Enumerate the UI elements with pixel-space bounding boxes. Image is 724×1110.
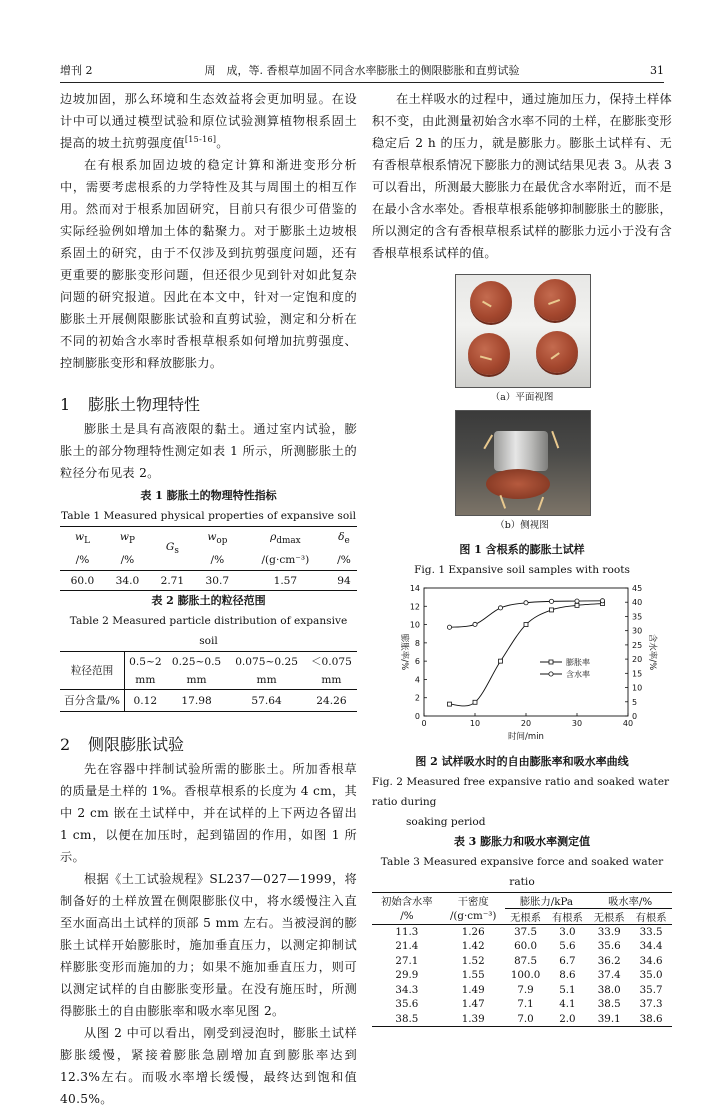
legend-label: 含水率 [566, 670, 590, 679]
x-tick-label: 30 [571, 719, 583, 728]
x-tick-label: 0 [421, 719, 427, 728]
series-line-expansion [450, 604, 603, 706]
t1-cell: 94 [337, 574, 351, 587]
t1-unit: /% [337, 554, 351, 567]
plot-frame [424, 588, 628, 716]
table-cell: 87.5 [514, 954, 538, 967]
table-cell: 36.2 [597, 954, 621, 967]
y-right-tick-label: 20 [632, 655, 643, 665]
table3-caption: 表 3 膨胀力和吸水率测定值 [453, 835, 591, 848]
subscript: e [344, 536, 350, 547]
subscript: L [84, 536, 90, 547]
t1-cell: 60.0 [70, 574, 95, 587]
section-number: 2 [60, 735, 71, 754]
y-right-tick-label: 5 [632, 697, 638, 707]
table-2 [60, 651, 357, 712]
table-cell: 38.5 [395, 1012, 419, 1025]
paragraph-text: 边坡加固，那么环境和生态效益将会更加明显。在设计中可以通过模型试验和原位试验测算植物根系固土提高的坡土抗剪强度值 [60, 92, 357, 150]
t2-unit: mm [256, 674, 277, 687]
t3-head-init-water: 初始含水率 [381, 896, 433, 909]
t3-head-expansive-force: 膨胀力/kPa [505, 893, 589, 909]
y-right-tick-label: 0 [632, 712, 638, 721]
paragraph-soil-properties: 膨胀土是具有高液限的黏土。通过室内试验，膨胀土的部分物理特性测定如表 1 所示，所测膨胀土的粒径分布见表 2。 [60, 422, 357, 480]
t2-row-head: 粒径范围 [60, 652, 125, 690]
legend-marker-square [549, 660, 553, 664]
subscript: s [174, 546, 179, 557]
y-right-tick-label: 45 [632, 584, 643, 593]
fig1a-caption: （a）平面视图 [490, 392, 554, 403]
table-cell: 37.4 [597, 969, 621, 982]
t1-head-rho [240, 527, 331, 551]
soil-sample [468, 333, 510, 375]
right-column [372, 88, 672, 1027]
t1-unit: /% [210, 554, 225, 567]
table1-caption-en: Table 1 Measured physical properties of expansive soil [61, 510, 356, 522]
t2-range: 0.25~0.5 [171, 655, 222, 668]
t2-range: 0.5~2 [129, 655, 162, 668]
table3-caption-en: Table 3 Measured expansive force and soaked water ratio [380, 856, 664, 888]
soil-sample [470, 281, 512, 323]
fig1b-caption: （b）侧视图 [495, 520, 549, 531]
data-point-circle [524, 601, 528, 605]
header-rule [60, 82, 664, 83]
data-point-circle [575, 599, 579, 603]
photo-side-view [455, 410, 591, 516]
data-point-square [575, 603, 579, 607]
table-cell: 1.26 [461, 926, 485, 938]
y-left-tick-label: 12 [409, 602, 420, 612]
table-cell: 33.5 [639, 926, 663, 938]
figure1-caption-en: Fig. 1 Expansive soil samples with roots [414, 564, 630, 576]
symbol: w [207, 531, 217, 544]
t3-unit: /(g·cm⁻³) [449, 910, 497, 923]
sample-ring [494, 431, 548, 471]
y-right-tick-label: 25 [632, 640, 643, 650]
t2-cell: 57.64 [251, 694, 282, 707]
x-tick-label: 40 [622, 719, 634, 728]
figure2-caption-en-line1: Fig. 2 Measured free expansive ratio and soaked water ratio during [372, 776, 670, 808]
table-cell: 5.6 [559, 940, 576, 953]
data-point-circle [498, 606, 502, 610]
data-point-square [473, 700, 477, 704]
t1-head-delta [331, 527, 357, 551]
x-tick-label: 10 [469, 719, 481, 728]
running-title: 周 成，等. 香根草加固不同含水率膨胀土的侧限膨胀和直剪试验 [204, 64, 520, 77]
table-row [372, 939, 672, 954]
paragraph-intro-end [60, 88, 357, 154]
t1-head-wp [105, 527, 150, 551]
table-cell: 7.9 [517, 983, 534, 996]
table-1 [60, 526, 357, 591]
legend-label: 膨胀率 [566, 658, 590, 667]
table-cell: 21.4 [395, 940, 419, 953]
table-cell: 60.0 [514, 940, 538, 953]
t1-cell: 30.7 [205, 574, 230, 587]
data-point-square [499, 659, 503, 663]
paragraph-expansive-force: 在土样吸水的过程中，通过施加压力，保持土样体积不变，由此测量初始含水率不同的土样，在膨胀变形稳定后 2 h 的压力，就是膨胀力。膨胀土试样有、无有香根草根系情况下膨胀力的测试结果见表 3。从表 3 可以看出，所测最大膨胀力在最优含水率附近，而不是在最小含水率处。香根草根系能够抑制膨胀土的膨胀，所以测定的含有香根草根系试样的膨胀力远小于没有含香根草根系试样的值。 [372, 92, 672, 260]
table-cell: 100.0 [510, 969, 541, 982]
legend-marker-circle [549, 672, 553, 676]
table-cell: 34.4 [639, 940, 663, 953]
y-right-tick-label: 10 [632, 683, 643, 693]
y-left-axis-label: 膨胀率/% [399, 633, 409, 671]
table2-caption: 表 2 膨胀土的粒径范围 [151, 594, 266, 607]
table-cell: 38.6 [639, 1012, 663, 1025]
table-cell: 1.52 [461, 954, 485, 967]
table-cell: 35.0 [639, 969, 663, 982]
t3-head-with-root: 有根系 [635, 912, 667, 924]
paragraph-test-procedure: 根据《土工试验规程》SL237—027—1999，将制备好的土样放置在侧限膨胀仪中，将水缓慢注入直至水面高出土试样的顶部 5 mm 左右。当被浸润的膨胀土试样开始膨胀时，施加垂直压力，以测定抑制试样膨胀变形而施加的力；如果不施加垂直压力，则可以测定试样的自由膨胀变形量。在没有施压时，所测得膨胀土的自由膨胀率和吸水率见图 2。 [60, 872, 357, 1018]
y-left-tick-label: 10 [409, 620, 420, 630]
table-cell: 37.5 [514, 926, 538, 938]
journal-issue: 增刊 2 [60, 64, 93, 77]
t2-range: ＜0.075 [310, 656, 352, 669]
y-left-tick-label: 6 [414, 657, 420, 667]
y-right-tick-label: 40 [632, 598, 643, 608]
symbol: δ [338, 531, 345, 544]
y-left-tick-label: 4 [414, 675, 420, 685]
paragraph-results: 从图 2 中可以看出，刚受到浸泡时，膨胀土试样膨胀缓慢，紧接着膨胀急剧增加直到膨胀率达到 12.3%左右。而吸水率增长缓慢，最终达到饱和值 40.5%。 [60, 1026, 357, 1106]
data-point-circle [549, 599, 553, 603]
table-cell: 1.47 [461, 998, 485, 1011]
y-left-tick-label: 14 [409, 584, 420, 593]
photo-plan-view [455, 274, 591, 388]
t1-head-gs [150, 527, 195, 571]
section-title: 侧限膨胀试验 [88, 735, 185, 754]
section-heading-2 [60, 732, 357, 758]
y-left-tick-label: 8 [414, 638, 420, 648]
table-cell: 11.3 [395, 926, 419, 938]
y-right-tick-label: 35 [632, 612, 643, 622]
table-cell: 34.6 [639, 954, 663, 967]
root-strand [551, 431, 559, 448]
table-cell: 34.3 [395, 983, 419, 996]
section-heading-1 [60, 392, 357, 418]
table2-caption-en: Table 2 Measured particle distribution of expansive soil [69, 615, 348, 647]
running-header [60, 62, 664, 80]
table-cell: 7.1 [517, 998, 534, 1011]
data-point-square [550, 608, 554, 612]
t2-unit: mm [321, 674, 342, 687]
y-right-axis-label: 含水率/% [647, 633, 657, 671]
table-cell: 1.49 [461, 983, 485, 996]
figure1-caption: 图 1 含根系的膨胀土试样 [459, 543, 585, 556]
paragraph-root-stability: 在有根系加固边坡的稳定计算和渐进变形分析中，需要考虑根系的力学特性及其与周围土的相互作用。然而对于根系加固研究，目前只有很少可借鉴的实际经验例如增加土体的黏聚力。对于膨胀土边坡根系固土的研究，由于不仅涉及到抗剪强度问题，还有更重要的膨胀变形问题，但还很少见到针对如此复杂问题的研究报道。因此在本文中，针对一定饱和度的膨胀土开展侧限膨胀试验和直剪试验，测定和分析在不同的初始含水率时香根草根系如何增加抗剪强度、控制膨胀变形和释放膨胀力。 [60, 158, 357, 370]
data-point-square [524, 623, 528, 627]
paragraph-sample-prep: 先在容器中拌制试验所需的膨胀土。所加香根草的质量是土样的 1%。香根草根系的长度为 4 cm，其中 2 cm 嵌在土试样中，并在试样的上下两边各留出 1 cm，以便在加压时，起到锚固的作用，如图 1 所示。 [60, 762, 357, 864]
t2-cell: 24.26 [316, 694, 347, 707]
y-right-tick-label: 15 [632, 669, 643, 679]
table-cell: 37.3 [639, 998, 663, 1011]
symbol: w [119, 531, 129, 544]
figure2-chart [372, 582, 672, 750]
t3-head-no-root: 无根系 [510, 912, 541, 924]
figure2-caption: 图 2 试样吸水时的自由膨胀率和吸水率曲线 [415, 755, 629, 768]
section-title: 膨胀土物理特性 [88, 395, 201, 414]
data-point-circle [447, 625, 451, 629]
x-tick-label: 20 [520, 719, 532, 728]
t2-cell: 0.12 [133, 694, 158, 707]
table-cell: 2.0 [559, 1012, 576, 1025]
data-point-circle [473, 622, 477, 626]
symbol: ρ [270, 531, 277, 544]
t3-head-no-root: 无根系 [593, 912, 625, 924]
table-cell: 1.42 [461, 940, 485, 953]
table-cell: 7.0 [517, 1012, 534, 1025]
y-right-tick-label: 30 [632, 626, 643, 636]
soil-sample [486, 469, 550, 499]
table-row [372, 968, 672, 983]
y-left-tick-label: 2 [414, 693, 420, 703]
t1-cell: 34.0 [115, 574, 140, 587]
table-row [372, 925, 672, 940]
table-cell: 3.0 [559, 926, 576, 938]
t2-label: 百分含量/% [60, 690, 125, 712]
t1-unit: /(g·cm⁻³) [261, 554, 310, 567]
x-axis-label: 时间/min [508, 732, 544, 742]
table-cell: 35.6 [395, 998, 419, 1011]
t3-body [372, 925, 672, 1027]
t2-cell: 17.98 [181, 694, 212, 707]
t2-unit: mm [186, 674, 207, 687]
t1-unit: /% [75, 554, 90, 567]
t1-cell: 2.71 [160, 574, 185, 587]
table-cell: 1.39 [461, 1012, 485, 1025]
table-cell: 33.9 [597, 926, 621, 938]
table-row [372, 983, 672, 998]
table-row [372, 954, 672, 969]
citation-ref: [15-16] [184, 134, 217, 144]
symbol: w [75, 531, 85, 544]
table-cell: 1.55 [461, 969, 485, 982]
subscript: op [216, 536, 228, 547]
table-cell: 38.0 [597, 983, 621, 996]
table-cell: 4.1 [559, 998, 576, 1011]
table-cell: 38.5 [597, 998, 621, 1011]
table-cell: 27.1 [395, 954, 419, 967]
t3-unit: /% [400, 910, 414, 923]
table-row [372, 997, 672, 1012]
y-left-tick-label: 0 [414, 712, 420, 721]
symbol: G [165, 540, 175, 553]
table-cell: 39.1 [597, 1012, 621, 1025]
section-number: 1 [60, 395, 71, 414]
table-cell: 8.6 [559, 969, 576, 982]
t1-head-wop [195, 527, 240, 551]
table-cell: 5.1 [559, 983, 576, 996]
t3-head-dry-density: 干密度 [457, 896, 489, 909]
t3-head-water-ratio: 吸水率/% [588, 893, 672, 909]
subscript: P [128, 536, 135, 547]
root-strand [483, 434, 492, 449]
left-column [60, 88, 357, 1110]
table-cell: 29.9 [395, 969, 419, 982]
data-point-square [448, 702, 452, 706]
t2-range: 0.075~0.25 [235, 655, 298, 668]
t1-unit: /% [120, 554, 135, 567]
t1-cell: 1.57 [273, 574, 298, 587]
t2-unit: mm [135, 674, 156, 687]
table1-caption: 表 1 膨胀土的物理特性指标 [140, 489, 277, 502]
subscript: dmax [276, 536, 301, 547]
t1-head-wl [60, 527, 105, 551]
table-cell: 35.7 [639, 983, 663, 996]
page-number: 31 [650, 64, 664, 77]
figure2-caption-en-line2: soaking period [406, 816, 486, 828]
table-3 [372, 892, 672, 1027]
data-point-circle [600, 599, 604, 603]
root-strand [538, 497, 544, 511]
table-cell: 6.7 [559, 954, 576, 967]
t3-head-with-root: 有根系 [551, 912, 583, 924]
table-cell: 35.6 [597, 940, 621, 953]
paragraph-text: 。 [216, 136, 229, 150]
